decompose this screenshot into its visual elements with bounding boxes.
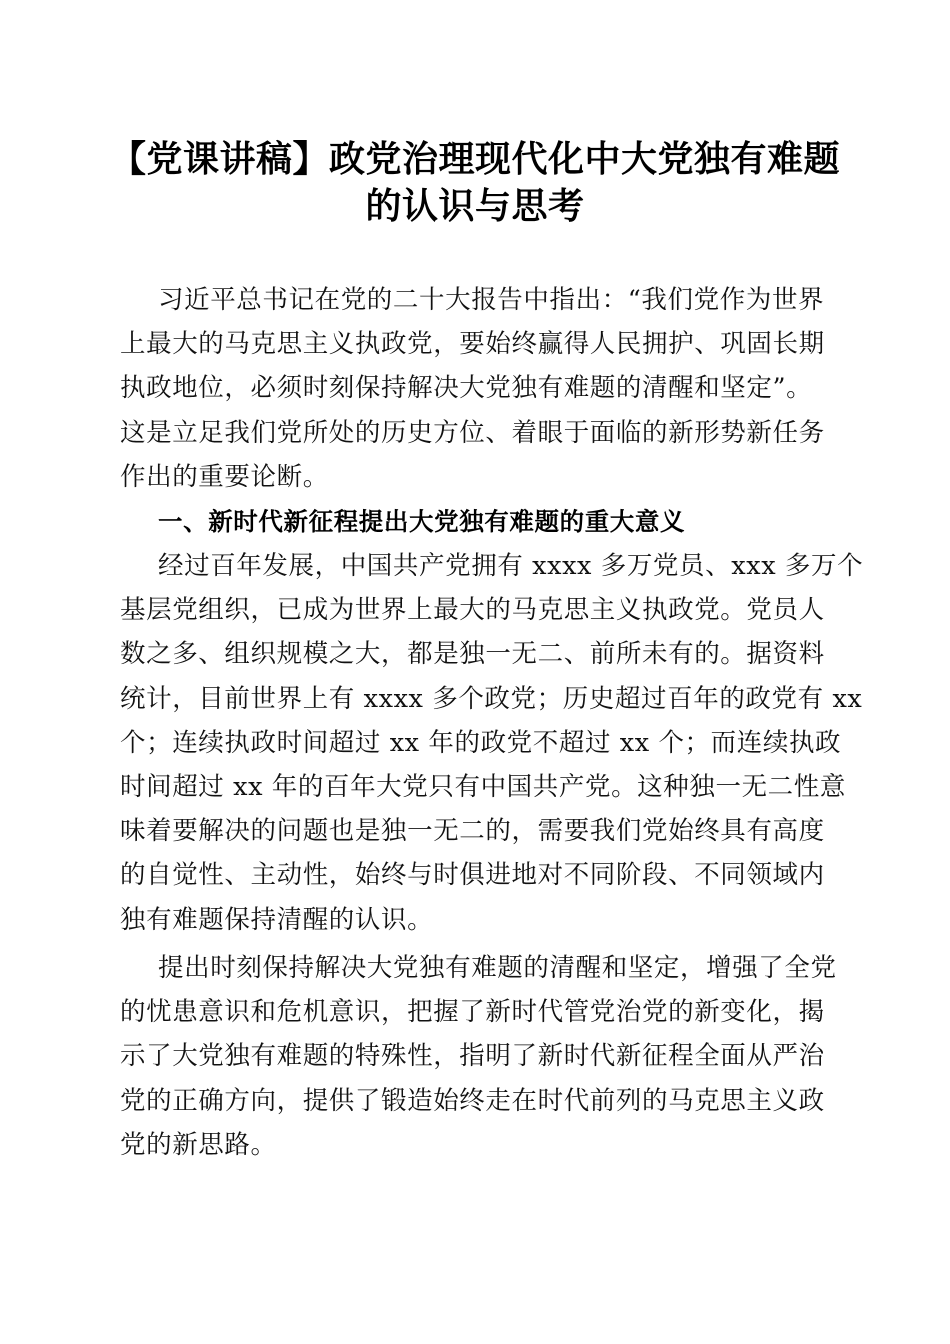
section-heading: 一、新时代新征程提出大党独有难题的重大意义 [158, 507, 686, 536]
document-title [100, 136, 850, 230]
text-line: 统计，目前世界上有 xxxx 多个政党；历史超过百年的政党有 xx [120, 683, 863, 714]
paragraph-significance [120, 946, 837, 1167]
text-line: 时间超过 xx 年的百年大党只有中国共产党。这种独一无二性意 [120, 771, 846, 802]
text-line: 党的新思路。 [120, 1129, 277, 1160]
text-line: 提出时刻保持解决大党独有难题的清醒和坚定，增强了全党 [158, 953, 837, 983]
paragraph-intro [120, 278, 832, 499]
paragraph-development [120, 544, 864, 942]
text-line: 独有难题保持清醒的认识。 [120, 904, 434, 935]
text-line: 的自觉性、主动性，始终与时俱进地对不同阶段、不同领域内 [120, 860, 825, 891]
text-line: 上最大的马克思主义执政党，要始终赢得人民拥护、巩固长期 [120, 329, 825, 360]
text-line: 个；连续执政时间超过 xx 年的政党不超过 xx 个；而连续执政 [120, 727, 842, 758]
section-heading-1 [120, 500, 832, 544]
text-line: 这是立足我们党所处的历史方位、着眼于面临的新形势新任务 [120, 417, 825, 448]
text-line: 数之多、组织规模之大，都是独一无二、前所未有的。据资料 [120, 639, 825, 670]
text-line: 示了大党独有难题的特殊性，指明了新时代新征程全面从严治 [120, 1041, 825, 1072]
text-line: 味着要解决的问题也是独一无二的，需要我们党始终具有高度 [120, 816, 825, 847]
text-line: 基层党组织，已成为世界上最大的马克思主义执政党。党员人 [120, 595, 825, 626]
title-line-2: 的认识与思考 [365, 185, 585, 227]
text-line: 作出的重要论断。 [120, 461, 329, 492]
text-line: 党的正确方向，提供了锻造始终走在时代前列的马克思主义政 [120, 1085, 825, 1116]
text-line: 习近平总书记在党的二十大报告中指出：“我们党作为世界 [158, 285, 825, 315]
text-line: 的忧患意识和危机意识，把握了新时代管党治党的新变化，揭 [120, 997, 825, 1028]
title-line-1: 【党课讲稿】政党治理现代化中大党独有难题 [109, 138, 840, 180]
text-line: 执政地位，必须时刻保持解决大党独有难题的清醒和坚定”。 [120, 373, 813, 404]
text-line: 经过百年发展，中国共产党拥有 xxxx 多万党员、xxx 多万个 [158, 551, 864, 581]
